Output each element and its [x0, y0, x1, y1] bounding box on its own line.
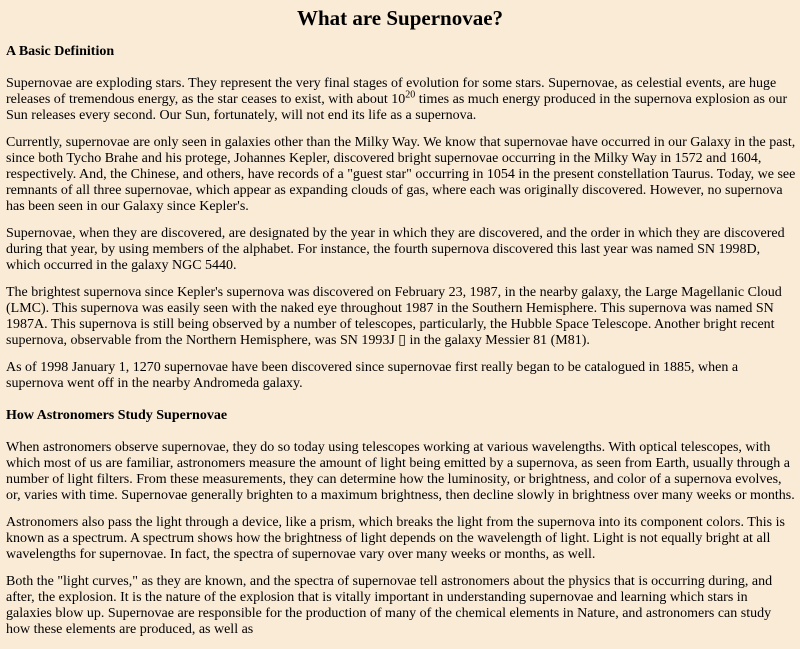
paragraph-designation: Supernovae, when they are discovered, are designated by the year in which they are discovered, and the order in which they are discovered during that year, by using members of the alphabet. For instance, the fourth supernova discovered this last year was named SN 1998D, which occurred in the galaxy NGC 5440. [6, 226, 785, 273]
paragraph-definition [6, 76, 796, 124]
paragraph-definition-text-b: times as much energy produced in the supernova explosion as our Sun releases every second. Our Sun, fortunately, will not end its life as a supernova. [6, 92, 788, 123]
page-title: What are Supernovae? [296, 6, 504, 30]
paragraph-count: As of 1998 January 1, 1270 supernovae have been discovered since supernovae first really began to be catalogued in 1885, when a supernova went off in the nearby Andromeda galaxy. [6, 360, 739, 391]
section-heading-basic-definition: A Basic Definition [6, 44, 115, 59]
paragraph-sn1987a: The brightest supernova since Kepler's supernova was discovered on February 23, 1987, in the nearby galaxy, the Large Magellanic Cloud (LMC). This supernova was easily seen with the naked eye throughout 1987 in the Southern Hemisphere. This supernova was named SN 1987A. This supernova is still being observed by a number of telescopes, particularly, the Hubble Space Telescope. Another bright recent supernova, observable from the Northern Hemisphere, was SN 1993J ▯ in the galaxy Messier 81 (M81). [6, 285, 782, 348]
paragraph-milky-way: Currently, supernovae are only seen in galaxies other than the Milky Way. We know that supernovae have occurred in our Galaxy in the past, since both Tycho Brahe and his protege, Johannes Kepler, discovered bright supernovae occurring in the Milky Way in 1572 and 1604, respectively. And, the Chinese, and others, have records of a "guest star" occurring in 1054 in the present constellation Taurus. Today, we see remnants of all three supernovae, which appear as expanding clouds of gas, where each was originally discovered. However, no supernova has been seen in our Galaxy since Kepler's. [6, 135, 796, 214]
section-heading-how-astronomers-study: How Astronomers Study Supernovae [6, 408, 228, 423]
paragraph-definition-text-a: Supernovae are exploding stars. They represent the very final stages of evolution for some stars. Supernovae, as celestial events, are huge releases of tremendous energy, as the star ceases to exist, with about 10 [6, 76, 777, 107]
exponent-superscript: 20 [405, 89, 416, 101]
paragraph-light-curves: Both the "light curves," as they are known, and the spectra of supernovae tell astronomers about the physics that is occurring during, and after, the explosion. It is the nature of the explosion that is vitally important in understanding supernovae and learning which stars in galaxies blow up. Supernovae are responsible for the production of many of the chemical elements in Nature, and astronomers can study how these elements are produced, as well as [6, 574, 773, 637]
article-body [6, 44, 796, 649]
paragraph-spectrum: Astronomers also pass the light through a device, like a prism, which breaks the light from the supernova into its component colors. This is known as a spectrum. A spectrum shows how the brightness of light depends on the wavelength of light. Light is not equally bright at all wavelengths for supernovae. In fact, the spectra of supernovae vary over many weeks or months, as well. [6, 515, 785, 562]
paragraph-telescopes: When astronomers observe supernovae, they do so today using telescopes working at various wavelengths. With optical telescopes, with which most of us are familiar, astronomers measure the amount of light being emitted by a supernova, as seen from Earth, usually through a number of light filters. From these measurements, they can determine how the luminosity, or brightness, and color of a supernova evolves, or, varies with time. Supernovae generally brighten to a maximum brightness, then decline slowly in brightness over many weeks or months. [6, 440, 795, 503]
